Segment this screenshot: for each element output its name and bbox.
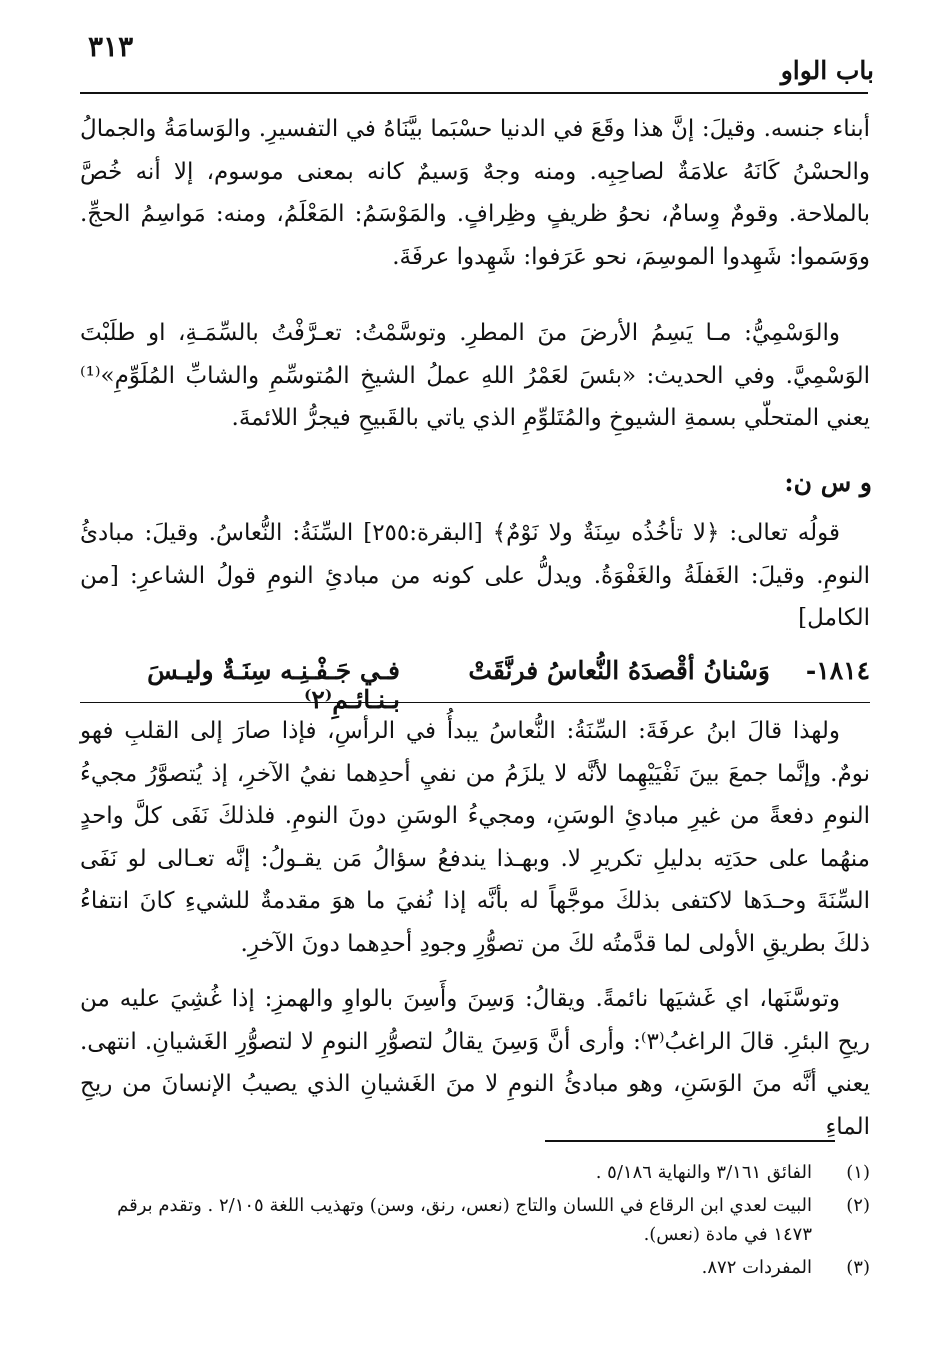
- footnote-number: (٣): [846, 1257, 870, 1278]
- footnotes-list: [80, 1158, 870, 1286]
- poetry-verse: [80, 648, 870, 714]
- footnote: [80, 1253, 870, 1282]
- footnote: [80, 1191, 870, 1249]
- paragraph-wasm-continued: أبناء جنسه. وقيلَ: إنَّ هذا وقَعَ في الدنيا حسْبَما بيَّنَاهُ في التفسيرِ. والوَسامَةُ والجمالُ والحسْنُ كَانَهُ علامَةٌ لصاحِبِه. ومنه وجهٌ وَسيمٌ كانه بمعنى موسوم، إلا أنه خُصَّ بالملاحة. وقومٌ وِسامٌ، نحوُ ظريفٍ وظِرافٍ. والمَوْسَمُ: المَعْلَمُ، ومنه: مَواسِمُ الحجِّ. ووَسَموا: شَهِدوا الموسِمَ، نحو عَرَفوا: شَهِدوا عرفَةَ.: [80, 116, 870, 270]
- verse-number: ١٨١٤-: [805, 656, 870, 685]
- footnote-number: (٢): [846, 1195, 870, 1216]
- footnote: [80, 1158, 870, 1187]
- footnote-number: (١): [846, 1162, 870, 1183]
- verse-first-hemistich: وَسْنانُ أقْصدَهُ النُّعاسُ فرنَّقَتْ: [468, 656, 770, 685]
- verse-second-hemistich: فـي جَـفْـنِـه سِنَـةٌ وليـسَ بـنـائـمِ⁽٢⁾: [147, 656, 400, 714]
- footnote-text: البيت لعدي ابن الرقاع في اللسان والتاج (نعس، رنق، وسن) وتهذيب اللغة ٢/١٠٥ . وتقدم برقم ١٤٧٣ في مادة (نعس).: [117, 1195, 812, 1245]
- paragraph-ibn-arafa: ولهذا قالَ ابنُ عرفَةَ: السِّنَةُ: النُّعاسُ يبدأُ في الرأسِ، فإذا صارَ إلى القلبِ فهو نومٌ. وإنَّما جمعَ بينَ نَفْيَيْهِما لأنَّه لا يلزَمُ من نفيِ أحدِهما نفيُ الآخرِ، إذ يُتصوَّرُ مجيءُ النومِ دفعةً من غيرِ مبادئِ الوسَنِ، ومجيءُ الوسَنِ دونَ النومِ. فلذلكَ نَفَى كلَّ واحدٍ منهُما على حدَتِه بدليلِ تكريرِ لا. وبهـذا يندفعُ سؤالُ مَن يقـولُ: إنَّه تعـالى لو نَفَى السِّنَةَ وحـدَها لاكتفى بذلكَ موجَّهاً له بأنَّه إذا نُفيَ ما هوَ مقدمةٌ للشيءِ كانَ انتفاءُ ذلكَ بطريقِ الأولى لما قدَّمتُه لكَ من تصوُّرِ وجودِ أحدِهما دونَ الآخرِ.: [80, 718, 870, 957]
- verse-divider: [80, 702, 870, 703]
- entry-heading-wsn: و س ن:: [784, 468, 872, 497]
- chapter-title: باب الواو: [780, 56, 874, 85]
- paragraph-wasmi: والوَسْمِيُّ: مـا يَسِمُ الأرضَ منَ المطرِ. وتوسَّمْتُ: تعـرَّفْتُ بالسِّمَـةِ، او طلَبْتَ الوَسْمِيَّ. وفي الحديث: «بئسَ لعَمْرُ اللهِ عملُ الشيخِ المُتوسِّمِ والشابِّ المُلَوِّمِ»⁽¹⁾ يعني المتحلّي بسمةِ الشيوخِ والمُتَلوِّمِ الذي ياتي بالقَبيحِ فيجرُّ اللائمةَ.: [80, 320, 870, 431]
- paragraph-tawassanaha: وتوسَّنَها، اي غَشيَها نائمةً. ويقالُ: وَسِنَ وأَسِنَ بالواوِ والهمزِ: إذا غُشِيَ عليه من ريحِ البئرِ. قالَ الراغبُ⁽٣⁾: وأرى أنَّ وَسِنَ يقالُ لتصوُّرِ النومِ لا لتصوُّرِ الغَشيانِ. انتهى. يعني أنَّه منَ الوَسَنِ، وهو مبادئُ النومِ لا منَ الغَشيانِ الذي يصيبُ الإنسانَ من ريحِ الماءِ: [80, 986, 870, 1140]
- page-number: ٣١٣: [88, 30, 134, 63]
- footnote-text: الفائق ٣/١٦١ والنهاية ٥/١٨٦ .: [595, 1162, 812, 1183]
- header-divider: [80, 92, 868, 94]
- footnote-divider: [545, 1140, 835, 1142]
- footnote-text: المفردات ٨٧٢.: [701, 1257, 812, 1278]
- paragraph-sinah: قولُه تعالى: ﴿لا تأخُذُه سِنَةٌ ولا نَوْمٌ﴾ [البقرة:٢٥٥] السِّنَةُ: النُّعاسُ. وقيلَ: مبادئُ النومِ. وقيلَ: الغَفلَةُ والغَفْوَةُ. ويدلُّ على كونه من مبادئِ النومِ قولُ الشاعرِ: [من الكامل]: [80, 520, 870, 631]
